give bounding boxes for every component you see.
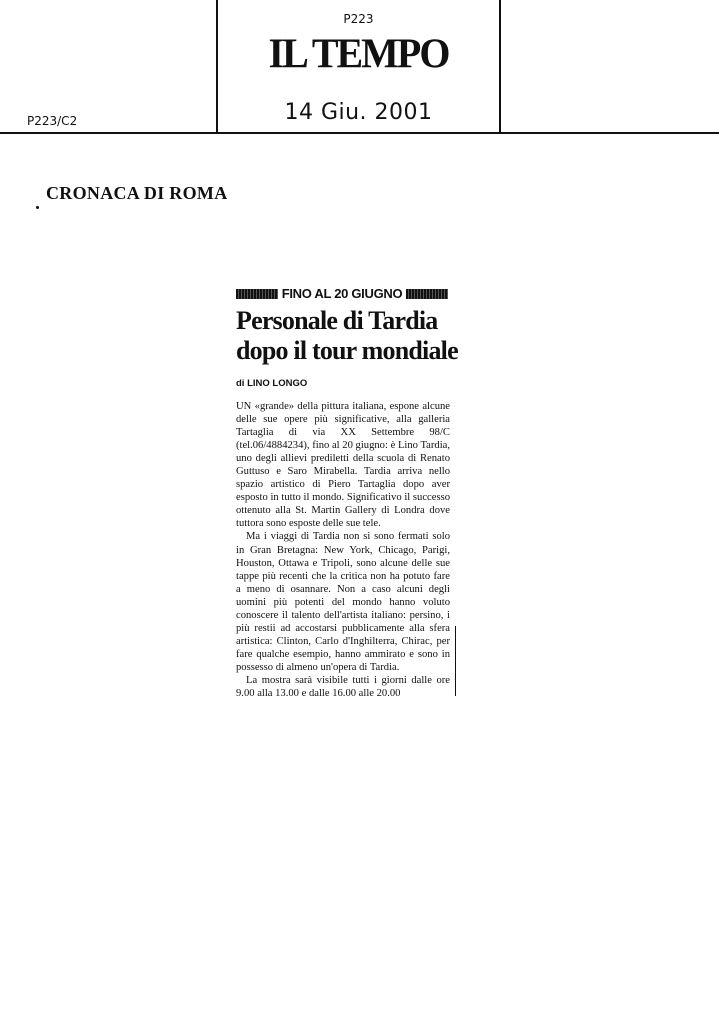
article-byline: di LINO LONGO [236,378,308,389]
section-dot [36,206,39,209]
newspaper-logo: IL TEMPO [268,29,449,78]
article-paragraph: UN «grande» della pittura italiana, espone alcune delle sue opere più significative, alla galleria Tartaglia di via XX Settembre 98/C (tel.06/4884234), fino al 20 giugno: è Lino Tardia, uno degli allievi prediletti della scuola di Renato Guttuso e Saro Mirabella. Tardia arriva nello spazio artistico di Piero Tartaglia dopo aver esposto in tutto il mondo. Significativo il successo ottenuto alla St. Martin Gallery di Londra dove tuttora sono esposte delle sue tele. [236,401,450,530]
kicker-bar-left [236,289,278,299]
column-rule [455,626,456,696]
header-bottom-rule [0,132,719,134]
article-body [236,400,450,700]
section-title: CRONACA DI ROMA [46,183,228,203]
article-headline: Personale di Tardia dopo il tour mondiale [236,306,458,365]
kicker-bar-right [406,289,448,299]
article-paragraph: Ma i viaggi di Tardia non si sono fermati solo in Gran Bretagna: New York, Chicago, Parigi, Houston, Ottawa e Tripoli, sono alcune delle sue tappe più recenti che la critica non ha potuto fare a meno di osannare. Non a caso alcuni degli uomini più potenti del mondo hanno voluto conoscere il talento dell'artista italiano: persino, i più restii ad accostarsi pubblicamente alla sfera artistica: Clinton, Carlo d'Inghilterra, Chirac, per fare qualche esempio, hanno ammirato e sono in possesso di almeno un'opera di Tardia. [236,531,450,673]
article-paragraph: La mostra sarà visibile tutti i giorni dalle ore 9.00 alla 13.00 e dalle 16.00 alle 20.00 [236,674,450,700]
page-code-top: P223 [343,12,374,26]
kicker-text: FINO AL 20 GIUGNO [281,286,403,301]
publication-date: 14 Giu. 2001 [284,100,433,125]
article-kicker [236,286,448,301]
page-code-left: P223/C2 [27,114,78,128]
